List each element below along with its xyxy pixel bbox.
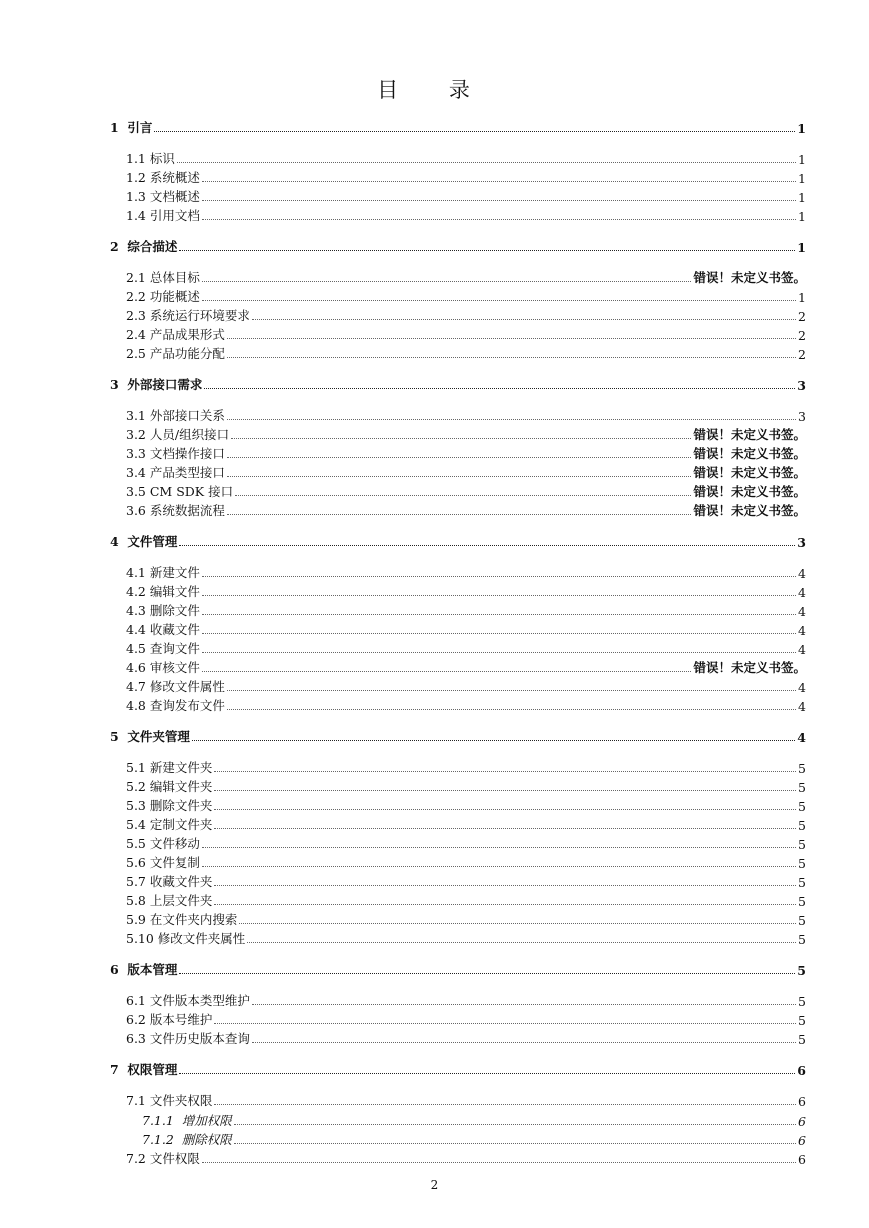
toc-leader-dots [192,740,795,741]
toc-entry-label: 2.4 产品成果形式 [126,327,225,342]
toc-entry-page: 6 [798,1094,806,1109]
toc-leader-dots [252,1004,796,1005]
toc-entry-page: 5 [798,913,806,928]
toc-entry-label: 5.1 新建文件夹 [126,760,213,775]
toc-entry[interactable] [110,638,806,657]
toc-leader-dots [202,633,796,634]
toc-leader-dots [227,476,692,477]
toc-leader-dots [234,1124,796,1125]
toc-entry-label: 5.2 编辑文件夹 [126,779,213,794]
toc-leader-dots [227,690,796,691]
toc-leader-dots [179,1073,795,1074]
toc-leader-dots [227,357,796,358]
toc-entry[interactable] [110,148,806,167]
toc-entry[interactable] [110,619,806,638]
toc-entry[interactable] [110,695,806,714]
toc-entry-page: 5 [798,875,806,890]
toc-entry-label: 6 版本管理 [110,962,178,977]
toc-entry-page: 1 [798,290,806,305]
toc-leader-dots [202,652,796,653]
toc-entry-page: 6 [798,1113,806,1129]
toc-leader-dots [214,809,796,810]
toc-entry-label: 5.4 定制文件夹 [126,817,213,832]
toc-leader-dots [227,338,796,339]
toc-leader-dots [202,281,692,282]
toc-entry-label: 3.2 人员/组织接口 [126,427,230,442]
toc-leader-dots [202,671,692,672]
toc-entry[interactable] [110,1129,806,1149]
toc-leader-dots [234,1143,796,1144]
toc-entry-label: 4 文件管理 [110,534,178,549]
toc-entry[interactable] [110,117,806,136]
toc-entry-label: 4.7 修改文件属性 [126,679,225,694]
toc-entry-page: 4 [798,566,806,581]
toc-leader-dots [177,162,796,163]
toc-entry[interactable] [110,1090,806,1109]
toc-leader-dots [231,438,691,439]
toc-entry-page: 1 [798,171,806,186]
toc-entry-page: 错误！未定义书签。 [693,484,806,499]
toc-entry[interactable] [110,657,806,676]
toc-entry[interactable] [110,462,806,481]
toc-entry-page: 5 [798,837,806,852]
toc-entry-label: 4.2 编辑文件 [126,584,200,599]
toc-leader-dots [214,790,796,791]
toc-entry-page: 2 [798,347,806,362]
toc-leader-dots [202,200,796,201]
toc-entry[interactable] [110,581,806,600]
toc-entry-page: 5 [798,856,806,871]
toc-entry-page: 5 [798,932,806,947]
toc-entry-label: 1.2 系统概述 [126,170,200,185]
toc-entry-label: 5 文件夹管理 [110,729,190,744]
toc-entry[interactable] [110,890,806,909]
toc-leader-dots [227,514,692,515]
toc-leader-dots [202,847,796,848]
toc-entry-label: 7.2 文件权限 [126,1151,200,1166]
toc-leader-dots [202,300,796,301]
toc-entry-label: 3.5 CM SDK 接口 [126,484,234,499]
toc-leader-dots [227,457,692,458]
toc-entry-label: 2.5 产品功能分配 [126,346,225,361]
toc-entry-page: 错误！未定义书签。 [693,270,806,285]
toc-leader-dots [179,545,795,546]
toc-entry[interactable] [110,562,806,581]
toc-leader-dots [214,904,796,905]
toc-entry-page: 3 [798,409,806,424]
toc-entry-page: 错误！未定义书签。 [693,427,806,442]
toc-entry-page: 1 [798,152,806,167]
toc-entry-page: 1 [798,190,806,205]
toc-entry-page: 错误！未定义书签。 [693,446,806,461]
toc-entry[interactable] [110,676,806,695]
toc-entry-label: 2.2 功能概述 [126,289,200,304]
toc-entry[interactable] [110,343,806,362]
toc-leader-dots [179,250,795,251]
toc-leader-dots [239,923,796,924]
toc-leader-dots [252,319,796,320]
toc-leader-dots [204,388,795,389]
toc-entry-page: 6 [798,1133,806,1148]
toc-entry[interactable] [110,852,806,871]
toc-entry-page: 5 [797,963,806,978]
toc-entry[interactable] [110,795,806,814]
toc-entry-page: 2 [798,328,806,343]
toc-entry[interactable] [110,871,806,890]
toc-entry-page: 4 [798,585,806,600]
toc-entry-page: 5 [798,1013,806,1028]
toc-heading: 目 录 [377,78,492,102]
toc-entry-page: 1 [797,240,806,255]
toc-leader-dots [252,1042,796,1043]
toc-entry-label: 3.4 产品类型接口 [126,465,225,480]
toc-entry-page: 4 [798,680,806,695]
toc-leader-dots [214,1023,796,1024]
toc-entry[interactable] [110,1148,806,1167]
toc-entry[interactable] [110,286,806,305]
toc-entry-label: 2 综合描述 [110,239,178,254]
toc-entry[interactable] [110,167,806,186]
toc-entry-label: 5.5 文件移动 [126,836,200,851]
toc-entry-page: 错误！未定义书签。 [693,660,806,675]
toc-entry-label: 3.3 文档操作接口 [126,446,225,461]
toc-entry-page: 1 [798,209,806,224]
toc-entry-label: 4.5 查询文件 [126,641,200,656]
toc-leader-dots [202,614,796,615]
toc-entry-page: 错误！未定义书签。 [693,503,806,518]
toc-entry-label: 5.3 删除文件夹 [126,798,213,813]
toc-entry-label: 7 权限管理 [110,1062,178,1077]
toc-entry-label: 5.9 在文件夹内搜索 [126,912,238,927]
toc-entry[interactable] [110,405,806,424]
toc-entry-page: 3 [797,378,806,393]
toc-entry-page: 5 [798,818,806,833]
toc-entry[interactable] [110,186,806,205]
toc-entry[interactable] [110,1009,806,1028]
toc-entry[interactable] [110,833,806,852]
toc-leader-dots [235,495,691,496]
toc-entry-label: 7.1.2 删除权限 [142,1132,232,1147]
toc-entry-label: 2.3 系统运行环境要求 [126,308,250,323]
toc-entry-page: 2 [798,309,806,324]
toc-entry-page: 4 [797,730,806,745]
toc-entry[interactable] [110,990,806,1009]
toc-entry-page: 5 [798,994,806,1009]
toc-entry-page: 错误！未定义书签。 [693,465,806,480]
toc-entry-label: 2.1 总体目标 [126,270,200,285]
toc-entry-page: 6 [798,1152,806,1167]
toc-entry-label: 5.10 修改文件夹属性 [126,931,246,946]
toc-entry[interactable] [110,305,806,324]
toc-leader-dots [154,131,795,132]
toc-entry-label: 5.8 上层文件夹 [126,893,213,908]
toc-entry-label: 6.3 文件历史版本查询 [126,1031,250,1046]
toc-entry-page: 5 [798,761,806,776]
toc-entry-label: 4.4 收藏文件 [126,622,200,637]
toc-entry[interactable] [110,1059,806,1078]
toc-entry-page: 4 [798,699,806,714]
toc-entry[interactable] [110,814,806,833]
toc-leader-dots [247,942,796,943]
toc-entry-label: 1.1 标识 [126,151,175,166]
table-of-contents [110,117,806,1167]
toc-entry[interactable] [110,531,806,550]
toc-leader-dots [179,973,795,974]
toc-entry[interactable] [110,500,806,519]
toc-entry[interactable] [110,959,806,978]
toc-leader-dots [214,828,796,829]
toc-leader-dots [202,595,796,596]
page-number: 2 [430,1178,439,1192]
toc-leader-dots [202,866,796,867]
toc-entry[interactable] [110,1028,806,1047]
toc-entry-label: 3 外部接口需求 [110,377,203,392]
toc-entry-label: 4.6 审核文件 [126,660,200,675]
toc-entry-page: 6 [797,1063,806,1078]
toc-leader-dots [227,419,796,420]
toc-entry-label: 5.6 文件复制 [126,855,200,870]
toc-entry-page: 4 [798,642,806,657]
toc-leader-dots [202,576,796,577]
toc-entry[interactable] [110,443,806,462]
toc-entry-label: 5.7 收藏文件夹 [126,874,213,889]
toc-entry-label: 6.2 版本号维护 [126,1012,213,1027]
toc-entry-label: 3.1 外部接口关系 [126,408,225,423]
toc-entry[interactable] [110,424,806,443]
toc-entry-page: 5 [798,1032,806,1047]
toc-leader-dots [214,771,796,772]
toc-entry[interactable] [110,757,806,776]
toc-entry[interactable] [110,324,806,343]
toc-entry-page: 3 [797,535,806,550]
toc-entry-label: 3.6 系统数据流程 [126,503,225,518]
toc-entry-label: 4.1 新建文件 [126,565,200,580]
toc-leader-dots [214,1104,796,1105]
toc-entry-page: 5 [798,780,806,795]
toc-leader-dots [202,219,796,220]
toc-leader-dots [202,181,796,182]
toc-leader-dots [214,885,796,886]
toc-entry[interactable] [110,600,806,619]
toc-entry-page: 1 [797,121,806,136]
toc-entry-label: 4.3 删除文件 [126,603,200,618]
toc-entry-page: 4 [798,623,806,638]
toc-entry[interactable] [110,205,806,224]
toc-leader-dots [227,709,796,710]
toc-entry-label: 7.1.1 增加权限 [142,1112,232,1128]
toc-entry[interactable] [110,267,806,286]
toc-entry-label: 1 引言 [110,120,153,135]
toc-entry[interactable] [110,1109,806,1129]
toc-entry[interactable] [110,481,806,500]
toc-entry[interactable] [110,374,806,393]
toc-leader-dots [202,1162,796,1163]
toc-entry-page: 4 [798,604,806,619]
toc-entry-page: 5 [798,799,806,814]
toc-entry-page: 5 [798,894,806,909]
toc-entry-label: 1.4 引用文档 [126,208,200,223]
toc-entry-label: 4.8 查询发布文件 [126,698,225,713]
toc-entry-label: 1.3 文档概述 [126,189,200,204]
toc-entry[interactable] [110,726,806,745]
toc-entry-label: 7.1 文件夹权限 [126,1093,213,1108]
toc-entry[interactable] [110,909,806,928]
toc-entry[interactable] [110,776,806,795]
toc-entry-label: 6.1 文件版本类型维护 [126,993,250,1008]
toc-entry[interactable] [110,236,806,255]
toc-entry[interactable] [110,928,806,947]
